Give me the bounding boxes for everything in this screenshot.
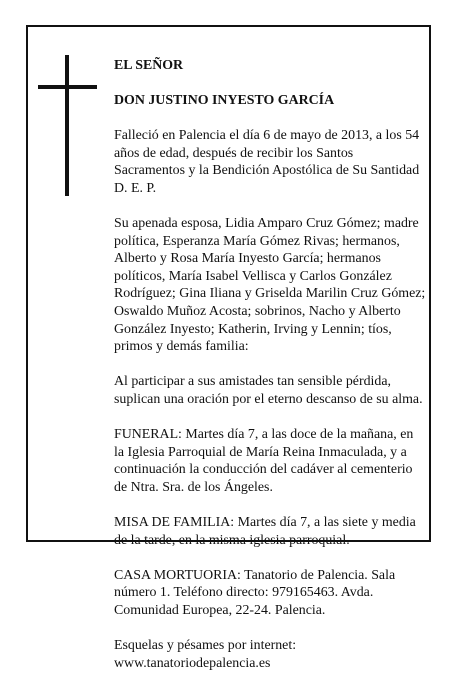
mortuary-paragraph: CASA MORTUORIA: Tanatorio de Palencia. Sala número 1. Teléfono directo: 979165463. Avda. Comunidad Europea, 22-24. Palencia. [114,567,396,618]
family-mass-paragraph: MISA DE FAMILIA: Martes día 7, a las siete y media de la tarde, en la misma iglesia parroquial. [114,515,416,548]
internet-paragraph: Esquelas y pésames por internet: www.tanatoriodepalencia.es [114,638,297,671]
obituary-text [114,39,427,690]
death-paragraph: Falleció en Palencia el día 6 de mayo de 2013, a los 54 años de edad, después de recibir los Santos Sacramentos y la Bendición Apostólica de Su Santidad D. E. P. [114,127,420,196]
cross-vertical-bar [65,55,69,196]
funeral-paragraph: FUNERAL: Martes día 7, a las doce de la mañana, en la Iglesia Parroquial de María Reina Inmaculada, y a continuación la conducción del cadáver al cementerio de Ntra. Sra. de los Ángeles. [114,427,414,495]
request-paragraph: Al participar a sus amistades tan sensible pérdida, suplican una oración por el eterno descanso de su alma. [114,374,423,407]
family-paragraph: Su apenada esposa, Lidia Amparo Cruz Gómez; madre política, Esperanza María Gómez Rivas; hermanos, Alberto y Rosa María Inyesto García; hermanos políticos, María Isabel Vellisca y Carlos González Rodríguez; Gina Iliana y Griselda Marilin Cruz Gómez; Oswaldo Muñoz Acosta; sobrinos, Nacho y Alberto González Inyesto; Katherin, Irving y Lennin; tíos, primos y demás familia: [114,215,426,355]
deceased-name: DON JUSTINO INYESTO GARCÍA [114,92,335,108]
cross-horizontal-bar [38,85,97,89]
title-line-1: EL SEÑOR [114,57,184,73]
